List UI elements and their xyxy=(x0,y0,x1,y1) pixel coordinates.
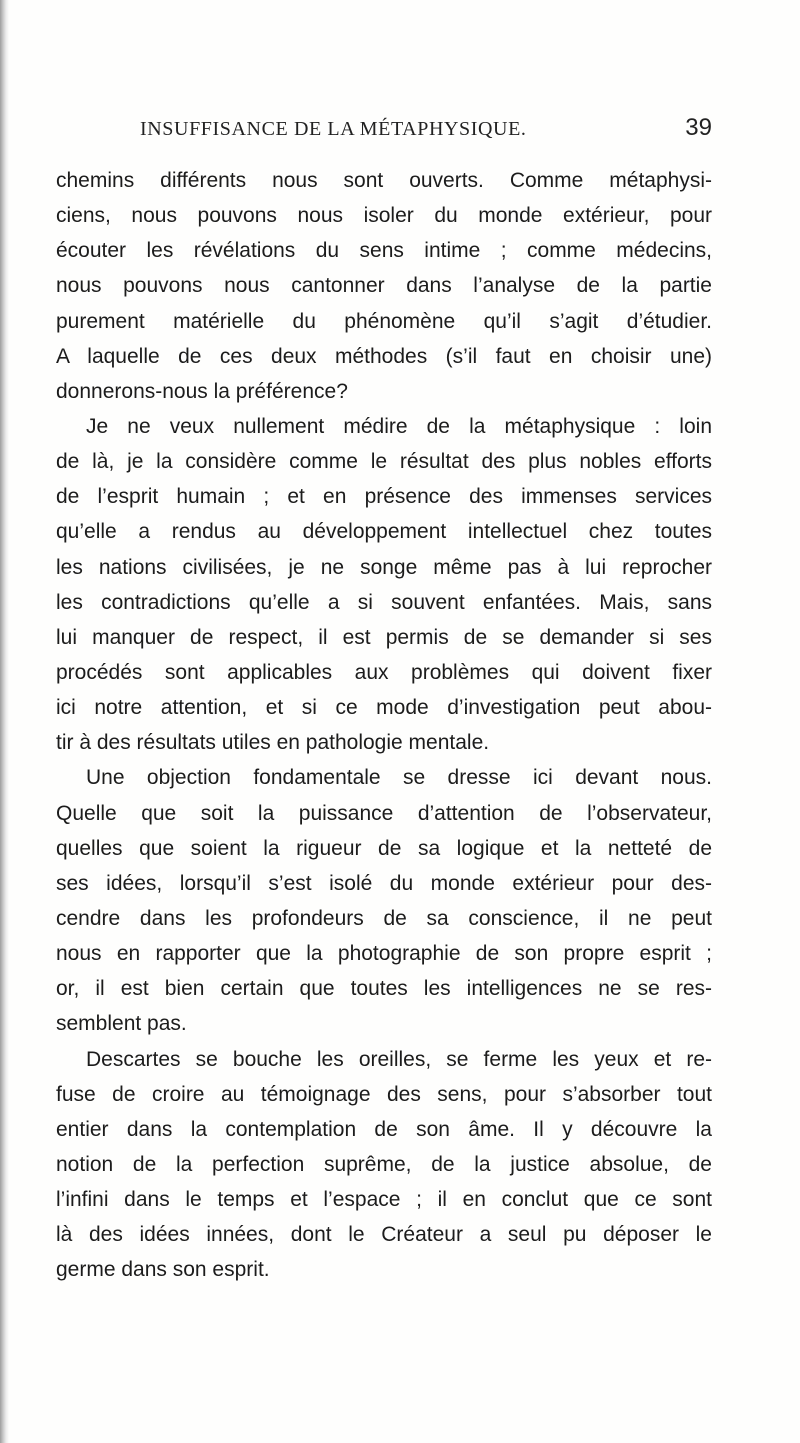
text-line: entier dans la contemplation de son âme. Il y découvre la xyxy=(56,1117,712,1141)
text-line: l’infini dans le temps et l’espace ; il en conclut que ce sont xyxy=(56,1188,712,1212)
page-header xyxy=(140,116,712,150)
paragraph-first-line: Descartes se bouche les oreilles, se ferme les yeux et re- xyxy=(86,1047,712,1071)
text-line: ici notre attention, et si ce mode d’investigation peut abou- xyxy=(56,696,712,720)
text-line: tir à des résultats utiles en pathologie mentale. xyxy=(56,731,490,755)
text-line: lui manquer de respect, il est permis de se demander si ses xyxy=(56,625,712,649)
text-line: Quelle que soit la puissance d’attention de l’observateur, xyxy=(56,801,712,825)
text-line: donnerons-nous la préférence? xyxy=(56,379,348,403)
text-line: A laquelle de ces deux méthodes (s’il faut en choisir une) xyxy=(56,344,712,368)
text-line: notion de la perfection suprême, de la justice absolue, de xyxy=(56,1152,712,1176)
paragraph-first-line: Je ne veux nullement médire de la métaphysique : loin xyxy=(86,414,712,438)
text-line: qu’elle a rendus au développement intellectuel chez toutes xyxy=(56,520,712,544)
text-line: semblent pas. xyxy=(56,1012,187,1036)
text-line: or, il est bien certain que toutes les intelligences ne se res- xyxy=(56,977,712,1001)
text-line: purement matérielle du phénomène qu’il s’agit d’étudier. xyxy=(56,309,712,333)
page-binding-edge xyxy=(0,0,9,1443)
text-line: de l’esprit humain ; et en présence des immenses services xyxy=(56,485,712,509)
text-line: ciens, nous pouvons nous isoler du monde extérieur, pour xyxy=(56,204,712,228)
text-line: de là, je la considère comme le résultat des plus nobles efforts xyxy=(56,450,712,474)
text-line: ses idées, lorsqu’il s’est isolé du monde extérieur pour des- xyxy=(56,871,712,895)
text-line: quelles que soient la rigueur de sa logique et la netteté de xyxy=(56,836,712,860)
text-line: chemins différents nous sont ouverts. Comme métaphysi- xyxy=(56,169,712,192)
text-line: fuse de croire au témoignage des sens, pour s’absorber tout xyxy=(56,1082,712,1106)
text-line: germe dans son esprit. xyxy=(56,1258,270,1282)
running-title: INSUFFISANCE DE LA MÉTAPHYSIQUE. xyxy=(140,118,527,140)
text-line: procédés sont applicables aux problèmes qui doivent fixer xyxy=(56,660,712,684)
paragraph-first-line: Une objection fondamentale se dresse ici devant nous. xyxy=(86,766,712,790)
text-line: cendre dans les profondeurs de sa conscience, il ne peut xyxy=(56,906,712,930)
text-line: écouter les révélations du sens intime ; comme médecins, xyxy=(56,239,712,263)
text-line: nous pouvons nous cantonner dans l’analyse de la partie xyxy=(56,274,712,298)
body-text xyxy=(56,163,712,1288)
text-line: là des idées innées, dont le Créateur a seul pu déposer le xyxy=(56,1223,712,1247)
text-line: les contradictions qu’elle a si souvent enfantées. Mais, sans xyxy=(56,590,712,614)
text-line: les nations civilisées, je ne songe même pas à lui reprocher xyxy=(56,555,712,579)
page-number: 39 xyxy=(685,114,712,141)
text-line: nous en rapporter que la photographie de son propre esprit ; xyxy=(56,942,712,966)
